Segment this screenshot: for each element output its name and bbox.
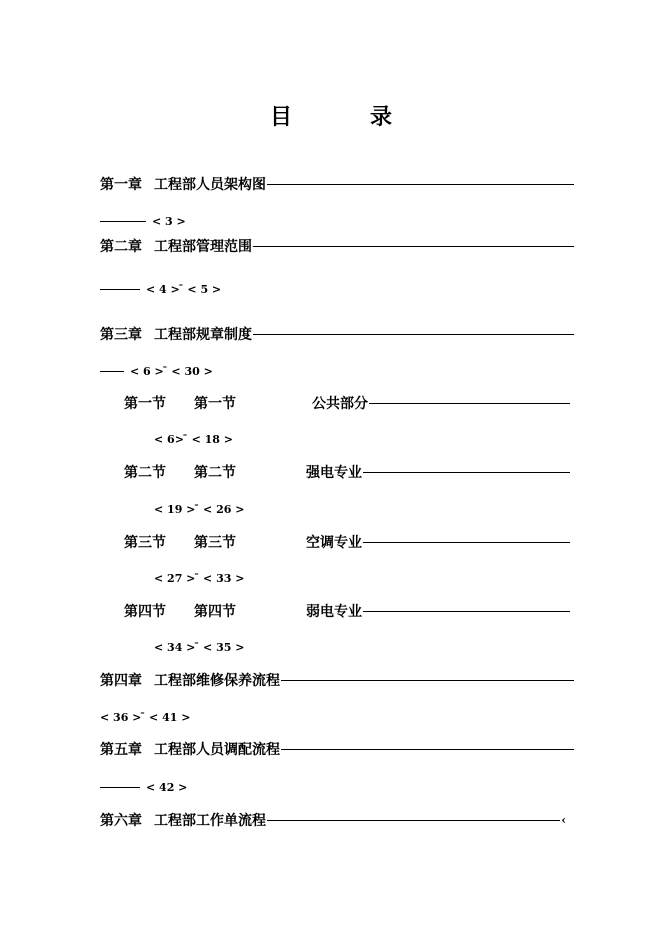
dot-leader: [363, 542, 570, 543]
section-subject: 弱电专业: [306, 604, 362, 620]
chapter-number: 第三章: [100, 327, 142, 343]
toc-entry-chapter-2[interactable]: [100, 236, 574, 256]
page-range: < 6 > ̄ < 30 >: [130, 364, 213, 378]
section-subject: 空调专业: [306, 535, 362, 551]
toc-entry-chapter-3[interactable]: [100, 324, 574, 344]
chapter-title: 工程部人员架构图: [154, 177, 266, 193]
dot-leader: [267, 820, 560, 821]
leader-line: [100, 289, 140, 290]
page-range: < 36 > ̄ < 41 >: [100, 710, 191, 724]
dot-leader: [281, 680, 574, 681]
dot-leader: [363, 472, 570, 473]
leader-line: [100, 221, 146, 222]
section-title: 第三节: [194, 535, 236, 551]
toc-page-range-section-2: [154, 501, 244, 517]
page-range: < 4 > ̄ < 5 >: [146, 282, 222, 296]
dot-leader: [281, 749, 574, 750]
toc-page-range-chapter-3: [100, 363, 213, 379]
section-number: 第一节: [124, 396, 166, 412]
page-range: < 19 > ̄ < 26 >: [154, 502, 245, 516]
dot-leader: [267, 184, 574, 185]
chapter-number: 第四章: [100, 673, 142, 689]
toc-page-range-section-1: [154, 431, 233, 447]
toc-page-range-section-3: [154, 570, 244, 586]
toc-page-range-chapter-2: [100, 281, 221, 297]
chapter-title: 工程部人员调配流程: [154, 742, 280, 758]
page-range: < 27 > ̄ < 33 >: [154, 571, 245, 585]
toc-page-range-chapter-4: [100, 709, 190, 725]
section-title: 第二节: [194, 465, 236, 481]
chapter-title: 工程部规章制度: [154, 327, 252, 343]
toc-entry-section-3[interactable]: [124, 532, 570, 552]
section-subject: 公共部分: [312, 396, 368, 412]
chapter-number: 第六章: [100, 813, 142, 829]
section-title: 第四节: [194, 604, 236, 620]
toc-page-range-section-4: [154, 639, 244, 655]
section-subject: 强电专业: [306, 465, 362, 481]
dot-leader: [253, 334, 574, 335]
toc-entry-section-4[interactable]: [124, 601, 570, 621]
page-range: < 42 >: [146, 780, 188, 794]
section-number: 第四节: [124, 604, 166, 620]
chapter-number: 第二章: [100, 239, 142, 255]
chapter-title: 工程部工作单流程: [154, 813, 266, 829]
section-number: 第二节: [124, 465, 166, 481]
toc-page-range-chapter-1: [100, 213, 186, 229]
chapter-number: 第五章: [100, 742, 142, 758]
toc-page-range-chapter-5: [100, 779, 187, 795]
chapter-number: 第一章: [100, 177, 142, 193]
toc-entry-chapter-1[interactable]: [100, 174, 574, 194]
leader-line: [100, 371, 124, 372]
toc-entry-section-1[interactable]: [124, 393, 570, 413]
dot-leader: [253, 246, 574, 247]
toc-title: 目 录: [269, 104, 420, 130]
dot-leader: [363, 611, 570, 612]
section-title: 第一节: [194, 396, 236, 412]
toc-entry-section-2[interactable]: [124, 462, 570, 482]
leader-end-mark: ‹: [561, 813, 566, 827]
leader-line: [100, 787, 140, 788]
chapter-title: 工程部维修保养流程: [154, 673, 280, 689]
chapter-title: 工程部管理范围: [154, 239, 252, 255]
section-number: 第三节: [124, 535, 166, 551]
toc-entry-chapter-6[interactable]: [100, 810, 566, 830]
toc-entry-chapter-5[interactable]: [100, 739, 574, 759]
dot-leader: [369, 403, 570, 404]
toc-entry-chapter-4[interactable]: [100, 670, 574, 690]
page-range: < 6> ̄ < 18 >: [154, 432, 233, 446]
page-range: < 3 >: [152, 214, 186, 228]
page-range: < 34 > ̄ < 35 >: [154, 640, 245, 654]
